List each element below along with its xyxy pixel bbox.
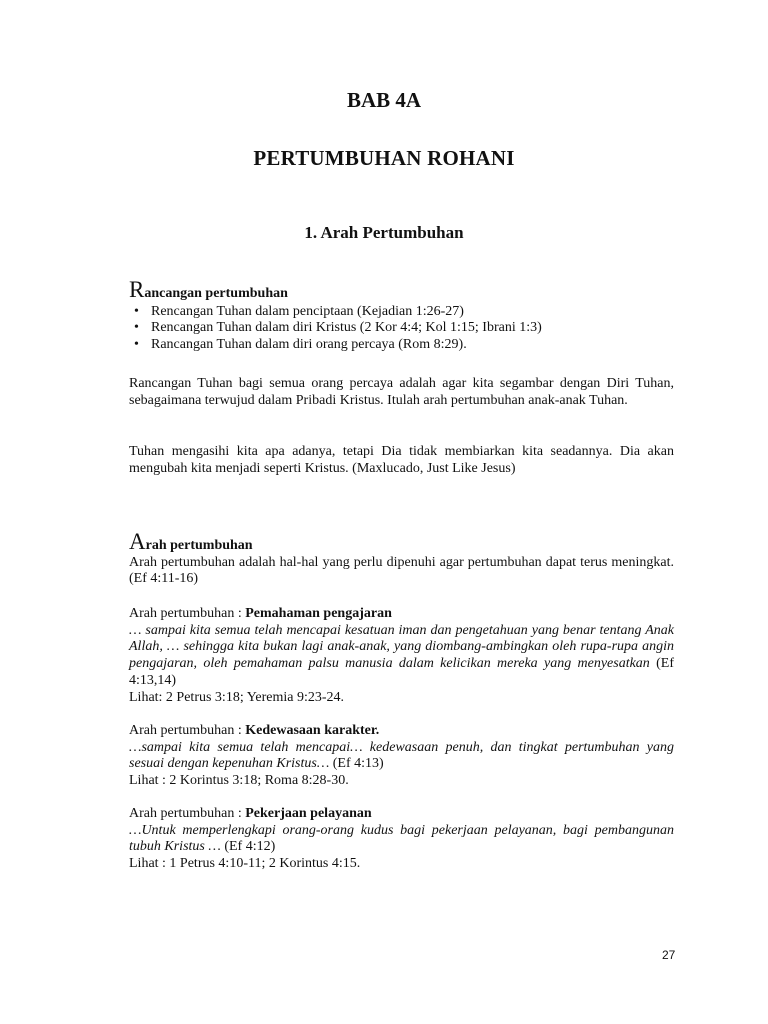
rancangan-section [129, 277, 674, 354]
arah-intro: Arah pertumbuhan adalah hal-hal yang perlu dipenuhi agar pertumbuhan dapat terus meningkat. (Ef 4:11-16) [129, 554, 674, 587]
arah-heading-initial: A [129, 529, 146, 554]
list-item: • Rancangan Tuhan dalam diri orang percaya (Rom 8:29). [151, 337, 674, 354]
arah-section [129, 529, 674, 588]
chapter-heading: BAB 4A [346, 88, 422, 112]
arah-item-see-also: Lihat: 2 Petrus 3:18; Yeremia 9:23-24. [129, 689, 345, 705]
arah-item-label: Pemahaman pengajaran [245, 606, 392, 621]
rancangan-paragraph-1: Rancangan Tuhan bagi semua orang percaya adalah agar kita segambar dengan Diri Tuhan, sebagaimana terwujud dalam Pribadi Kristus. Itulah arah pertumbuhan anak-anak Tuhan. [129, 376, 674, 408]
rancangan-list [129, 304, 674, 354]
arah-item-prefix: Arah pertumbuhan : [129, 806, 246, 821]
rancangan-heading [129, 277, 674, 303]
arah-item-title [129, 723, 674, 740]
arah-item-3 [129, 806, 674, 873]
arah-item-title [129, 806, 674, 823]
arah-item-2 [129, 723, 674, 790]
list-item: • Rencangan Tuhan dalam penciptaan (Kejadian 1:26-27) [151, 304, 674, 321]
rancangan-paragraph-2: Tuhan mengasihi kita apa adanya, tetapi Dia tidak membiarkan kita seadannya. Dia akan mengubah kita menjadi seperti Kristus. (Maxlucado, Just Like Jesus) [129, 444, 674, 476]
quote-text: …sampai kita semua telah mencapai… kedewasaan penuh, dan tingkat pertumbuhan yang sesuai dengan kepenuhan Kristus… [129, 739, 674, 772]
arah-item-quote [129, 823, 674, 856]
arah-item-quote [129, 740, 674, 773]
arah-item-1 [129, 606, 674, 706]
arah-item-see-also: Lihat : 2 Korintus 3:18; Roma 8:28-30. [129, 773, 349, 789]
quote-reference: (Ef 4:13) [329, 756, 384, 772]
section-heading: 1. Arah Pertumbuhan [304, 223, 464, 242]
quote-reference: (Ef 4:12) [220, 839, 276, 855]
arah-item-quote [129, 623, 674, 690]
arah-item-label: Pekerjaan pelayanan [245, 806, 372, 821]
arah-item-label: Kedewasaan karakter. [245, 723, 380, 738]
list-item: • Rencangan Tuhan dalam diri Kristus (2 Kor 4:4; Kol 1:15; Ibrani 1:3) [151, 320, 674, 337]
quote-text: …Untuk memperlengkapi orang-orang kudus bagi pekerjaan pelayanan, bagi pembangunan tubuh Kristus … [129, 822, 674, 855]
arah-heading [129, 529, 674, 555]
arah-heading-text: rah pertumbuhan [145, 538, 253, 553]
page-title: PERTUMBUHAN ROHANI [253, 146, 515, 170]
arah-item-prefix: Arah pertumbuhan : [129, 723, 246, 738]
rancangan-heading-text: ancangan pertumbuhan [144, 286, 288, 301]
page-number: 27 [662, 948, 676, 962]
arah-item-prefix: Arah pertumbuhan : [129, 606, 246, 621]
arah-item-see-also: Lihat : 1 Petrus 4:10-11; 2 Korintus 4:15. [129, 856, 361, 872]
quote-text: … sampai kita semua telah mencapai kesatuan iman dan pengetahuan yang benar tentang Anak Allah, … sehingga kita bukan lagi anak-anak, yang diombang-ambingkan oleh rupa-rupa angin pengajaran, oleh pemahaman palsu manusia dalam kelicikan mereka yang menyesatkan [129, 622, 674, 672]
rancangan-heading-initial: R [129, 277, 145, 302]
quote-reference: (Ef 4:13,14) [129, 656, 674, 688]
arah-item-title [129, 606, 674, 623]
